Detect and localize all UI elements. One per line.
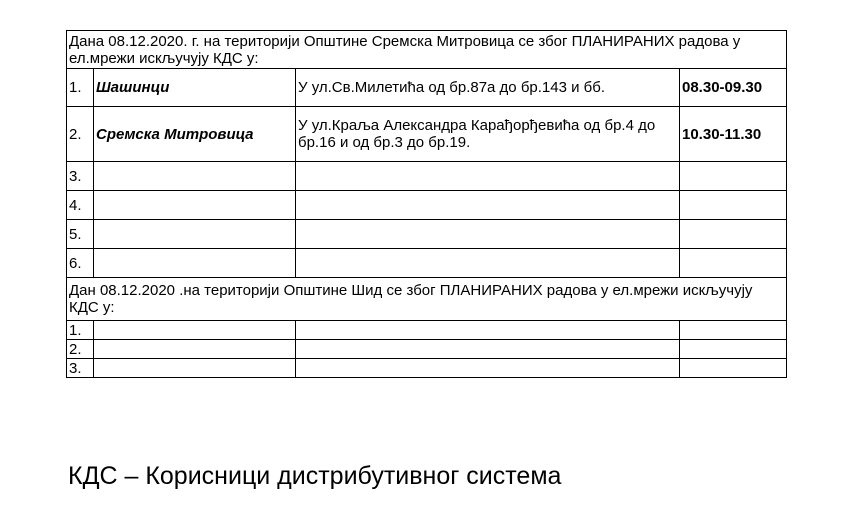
place-name [94,220,296,249]
outage-table [66,30,787,378]
table-row [67,107,787,162]
place-name [94,359,296,378]
place-name [94,191,296,220]
time-range: 08.30-09.30 [680,69,787,107]
section1-header: Дана 08.12.2020. г. на територији Општине Сремска Митровица се због ПЛАНИРАНИХ радова у ел.мрежи искључују КДС у: [67,31,787,69]
street-description [296,340,680,359]
table-row [67,340,787,359]
time-range [680,340,787,359]
table-row [67,321,787,340]
section2-header: Дан 08.12.2020 .на територији Општине Шид се због ПЛАНИРАНИХ радова у ел.мрежи искључују КДС у: [67,278,787,321]
table-row [67,162,787,191]
place-name [94,162,296,191]
time-range [680,162,787,191]
row-number: 3. [67,162,94,191]
street-description [296,321,680,340]
street-description [296,359,680,378]
table-row [67,249,787,278]
table-row [67,220,787,249]
time-range [680,191,787,220]
row-number: 2. [67,107,94,162]
row-number: 5. [67,220,94,249]
time-range [680,321,787,340]
time-range [680,359,787,378]
place-name [94,249,296,278]
row-number: 2. [67,340,94,359]
section1-header-row [67,31,787,69]
row-number: 1. [67,321,94,340]
table-row [67,69,787,107]
legend-note: КДС – Корисници дистрибутивног система [68,462,562,490]
table-row [67,191,787,220]
place-name [94,321,296,340]
row-number: 6. [67,249,94,278]
street-description: У ул.Краља Александра Карађорђевића од бр.4 до бр.16 и од бр.3 до бр.19. [296,107,680,162]
street-description [296,162,680,191]
place-name: Сремска Митровица [94,107,296,162]
table-row [67,359,787,378]
row-number: 1. [67,69,94,107]
street-description: У ул.Св.Милетића од бр.87а до бр.143 и бб. [296,69,680,107]
place-name [94,340,296,359]
time-range: 10.30-11.30 [680,107,787,162]
place-name: Шашинци [94,69,296,107]
row-number: 4. [67,191,94,220]
time-range [680,249,787,278]
street-description [296,249,680,278]
time-range [680,220,787,249]
row-number: 3. [67,359,94,378]
street-description [296,191,680,220]
section2-header-row [67,278,787,321]
street-description [296,220,680,249]
